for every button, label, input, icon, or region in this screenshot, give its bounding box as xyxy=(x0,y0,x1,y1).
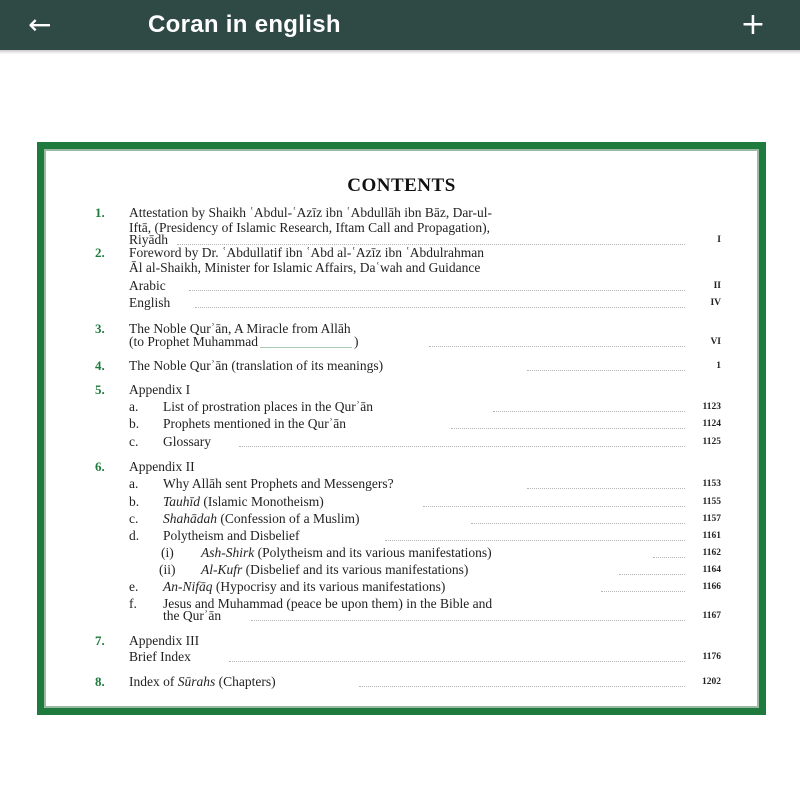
leader-dots xyxy=(527,488,685,489)
page-number: 1125 xyxy=(702,437,721,447)
app-bar-shadow xyxy=(0,50,800,54)
page-number: 1153 xyxy=(702,479,721,489)
toc-entry-number: 7. xyxy=(95,633,105,648)
page-number: I xyxy=(717,235,721,245)
leader-dots xyxy=(601,591,685,592)
toc-entry-label: Appendix III xyxy=(129,633,200,648)
page-number: 1202 xyxy=(702,677,721,687)
leader-dots xyxy=(451,428,685,429)
toc-subentry-mark: b. xyxy=(129,494,140,509)
page-number: 1166 xyxy=(702,582,721,592)
toc-subentry-mark: f. xyxy=(129,596,137,611)
toc-entry-label: Al-Kufr (Disbelief and its various manifestations) xyxy=(201,562,469,577)
page-number: 1176 xyxy=(702,652,721,662)
page-number: II xyxy=(713,281,721,291)
page-number: VI xyxy=(710,337,721,347)
page-number: 1155 xyxy=(702,497,721,507)
toc-entry-label: An-Nifāq (Hypocrisy and its various manifestations) xyxy=(163,579,446,594)
toc-entry-label: Jesus and Muhammad (peace be upon them) in the Bible and xyxy=(163,596,493,611)
leader-dots xyxy=(527,370,685,371)
toc-entry-label: Arabic xyxy=(129,278,166,293)
toc-entry-label: English xyxy=(129,295,171,310)
leader-dots xyxy=(251,620,685,621)
leader-dots xyxy=(189,290,685,291)
toc-entry-label: Shahādah (Confession of a Muslim) xyxy=(163,511,360,526)
leader-dots xyxy=(385,540,685,541)
toc-entry-number: 5. xyxy=(95,382,105,397)
leader-dots xyxy=(239,446,685,447)
page-number: 1164 xyxy=(702,565,721,575)
toc-entry-number: 1. xyxy=(95,205,105,220)
toc-entry-number: 2. xyxy=(95,245,105,260)
toc-subentry-mark: e. xyxy=(129,579,139,594)
toc-entry-label: Why Allāh sent Prophets and Messengers? xyxy=(163,476,394,491)
page-number: 1124 xyxy=(702,419,721,429)
page-number: 1167 xyxy=(702,611,721,621)
toc-subentry-mark: b. xyxy=(129,416,140,431)
toc-entry-label: Iftā, (Presidency of Islamic Research, Iftam Call and Propagation), xyxy=(129,220,490,235)
add-icon[interactable]: + xyxy=(740,7,766,42)
toc-entry-label: Ash-Shirk (Polytheism and its various manifestations) xyxy=(201,545,492,560)
contents-heading: CONTENTS xyxy=(347,175,456,196)
toc-entry-number: 4. xyxy=(95,358,105,373)
toc-entry-number: 3. xyxy=(95,321,105,336)
toc-entry-label: Brief Index xyxy=(129,649,191,664)
contents-page xyxy=(44,149,759,708)
toc-entry-label: Riyādh xyxy=(129,232,168,247)
toc-entry-number: 8. xyxy=(95,674,105,689)
toc-entry-label: Index of Sūrahs (Chapters) xyxy=(129,674,276,689)
toc-entry-number: 6. xyxy=(95,459,105,474)
toc-subentry-mark: (i) xyxy=(161,545,174,560)
app-bar xyxy=(0,0,800,50)
toc-subentry-mark: c. xyxy=(129,511,139,526)
leader-dots xyxy=(359,686,685,687)
toc-entry-label: Tauhīd (Islamic Monotheism) xyxy=(163,494,324,509)
toc-entry-label: Appendix I xyxy=(129,382,191,397)
toc-entry-label: Attestation by Shaikh ʿAbdul-ʿAzīz ibn ʿAbdullāh ibn Bāz, Dar-ul- xyxy=(129,205,493,220)
back-arrow-icon[interactable]: ← xyxy=(28,8,52,41)
toc-entry-label: Foreword by Dr. ʿAbdullatif ibn ʿAbd al-ʿAzīz ibn ʿAbdulrahman xyxy=(129,245,485,260)
leader-dots xyxy=(229,661,685,662)
toc-subentry-mark: (ii) xyxy=(159,562,176,577)
leader-dots xyxy=(195,307,685,308)
page-number: 1162 xyxy=(702,548,721,558)
toc-entry-label: (to Prophet Muhammad ) xyxy=(129,334,359,349)
leader-dots xyxy=(471,523,685,524)
toc-entry-label: Āl al-Shaikh, Minister for Islamic Affairs, Daʿwah and Guidance xyxy=(129,260,481,275)
leader-dots xyxy=(429,346,685,347)
leader-dots xyxy=(493,411,685,412)
toc-entry-label: The Noble Qurʾān, A Miracle from Allāh xyxy=(129,321,351,336)
toc-subentry-mark: a. xyxy=(129,399,139,414)
toc-subentry-mark: a. xyxy=(129,476,139,491)
page-number: 1 xyxy=(716,361,721,371)
toc-entry-label: Prophets mentioned in the Qurʾān xyxy=(163,416,346,431)
toc-entry-label: The Noble Qurʾān (translation of its meanings) xyxy=(129,358,384,373)
toc-entry-label: Glossary xyxy=(163,434,211,449)
page-number: 1161 xyxy=(702,531,721,541)
app-title: Coran in english xyxy=(148,11,341,38)
page-number: 1123 xyxy=(702,402,721,412)
contents-page-image xyxy=(37,142,766,715)
leader-dots xyxy=(423,506,685,507)
toc-subentry-mark: d. xyxy=(129,528,140,543)
toc-entry-label: Polytheism and Disbelief xyxy=(163,528,300,543)
toc-entry-label: Appendix II xyxy=(129,459,195,474)
toc-entry-label: the Qurʾān xyxy=(163,608,222,623)
leader-dots xyxy=(619,574,685,575)
arabic-salutation-glyph xyxy=(260,337,352,348)
toc-entry-label: List of prostration places in the Qurʾān xyxy=(163,399,373,414)
page-number: 1157 xyxy=(702,514,721,524)
page-number: IV xyxy=(710,298,721,308)
toc-subentry-mark: c. xyxy=(129,434,139,449)
